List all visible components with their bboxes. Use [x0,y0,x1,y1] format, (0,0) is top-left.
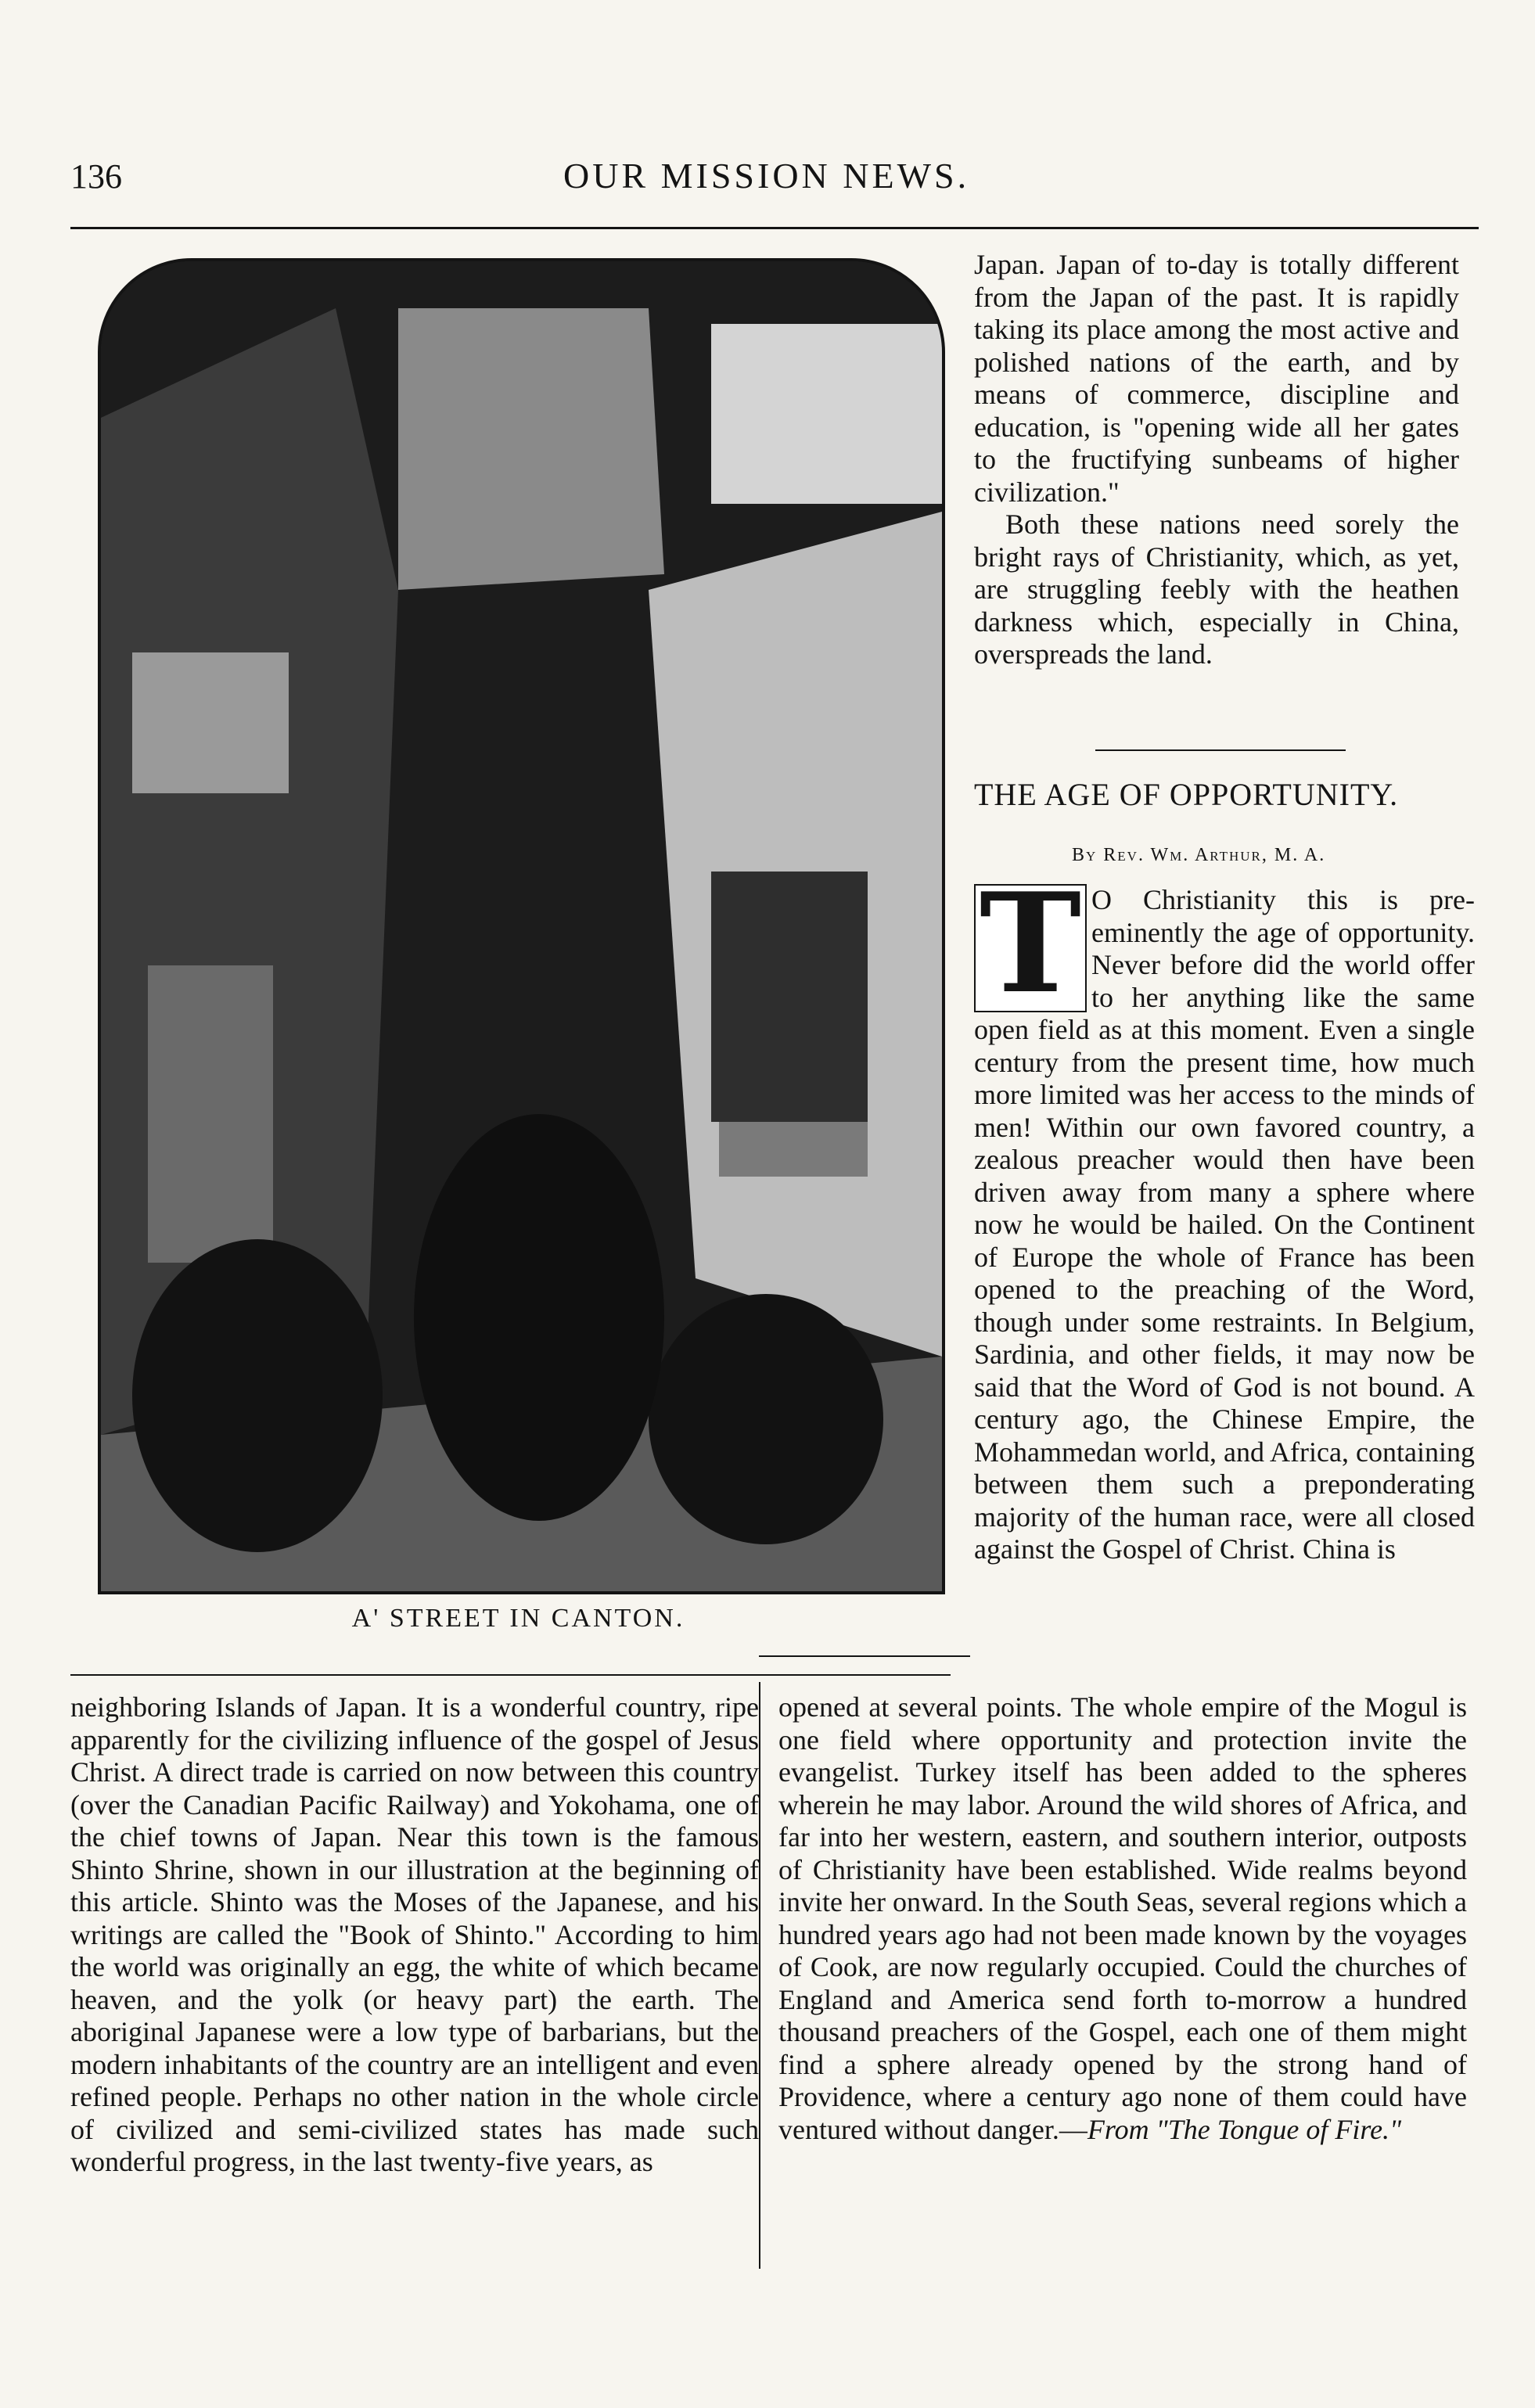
bottom-left-column [70,1691,759,2179]
bottom-right-column [778,1691,1467,2146]
crowd-left [132,1239,383,1552]
paragraph [778,1691,1467,2146]
figure-caption: A' STREET IN CANTON. [351,1604,685,1633]
right-window [711,872,868,1122]
top-right-column [974,249,1459,671]
street-engraving [101,261,942,1591]
rooftop-laundry [711,324,942,504]
horizontal-rule [70,1674,951,1676]
paragraph: Japan. Japan of to-day is totally different from the Japan of the past. It is rapidly taking its place among the most active and polished nations of the earth, and by means of commerce, discipline and education, is "opening wide all her gates to the fructifying sunbeams of higher civilization." [974,249,1459,508]
left-shop-sign [148,965,273,1263]
central-figures [414,1114,664,1521]
continuation-text: opened at several points. The whole empire of the Mogul is one field where opportunity and protection invite the evangelist. Turkey itself has been added to the spheres wherein he may labor. Around the wild shores of Africa, and far into her western, eastern, and southern interior, outposts of Christianity have been established. Wide realms beyond invite her onward. In the South Seas, several regions which a hundred years ago had not been made known by the voyages of Cook, are now regularly occupied. Could the churches of England and America send forth to-morrow a hundred thousand preachers of the Gospel, each one of them might find a sphere already opened by the strong hand of Providence, where a century ago none of them could have ventured without danger.— [778,1691,1467,2145]
paragraph: O Christianity this is pre-eminently the age of opportunity. Never before did the world offer to her anything like the same open field as at this moment. Even a single century from the present time, how much more limited was her access to the minds of men! Within our own favored country, a zealous preacher would then have been driven away from many a sphere where now he would be hailed. On the Continent of Europe the whole of France has been opened to the preaching of the Word, though under some restraints. In Belgium, Sardinia, and other fields, it may now be said that the Word of God is not bound. A century ago, the Chinese Empire, the Mohammedan world, and Africa, containing between them such a preponderating majority of the human race, were all closed against the Gospel of Christ. China is [974,884,1475,1565]
left-balcony [132,652,289,793]
crowd-right [649,1294,883,1544]
dropcap-letter: T [974,884,1087,1012]
column-divider [759,1682,760,2269]
byline: By Rev. Wm. Arthur, M. A. [1072,845,1326,865]
horizontal-rule [759,1655,970,1657]
paragraph: Both these nations need sorely the bright rays of Christianity, which, as yet, are struggling feebly with the heathen darkness which, especially in China, overspreads the land. [974,509,1459,670]
paragraph: neighboring Islands of Japan. It is a wonderful country, ripe apparently for the civilizing influence of the gospel of Jesus Christ. A direct trade is carried on now between this country (over the Canadian Pacific Railway) and Yokohama, one of the chief towns of Japan. Near this town is the famous Shinto Shrine, shown in our illustration at the beginning of this article. Shinto was the Moses of the Japanese, and his writings are called the "Book of Shinto." According to him the world was originally an egg, the white of which became heaven, and the yolk (or heavy part) the earth. The aboriginal Japanese were a low type of barbarians, but the modern inhabitants of the country are an intelligent and even refined people. Perhaps no other nation in the whole circle of civilized and semi-civilized states has made such wonderful progress, in the last twenty-five years, as [70,1691,759,2177]
section-divider [1095,749,1346,751]
article-title: THE AGE OF OPPORTUNITY. [974,777,1399,812]
running-head: OUR MISSION NEWS. [563,156,970,196]
right-balcony-rail [719,1122,868,1177]
street-illustration [98,258,945,1594]
source-citation: From "The Tongue of Fire." [1087,2113,1402,2145]
page-number: 136 [70,157,122,196]
sky-area [398,308,664,590]
header-rule [70,227,1479,229]
